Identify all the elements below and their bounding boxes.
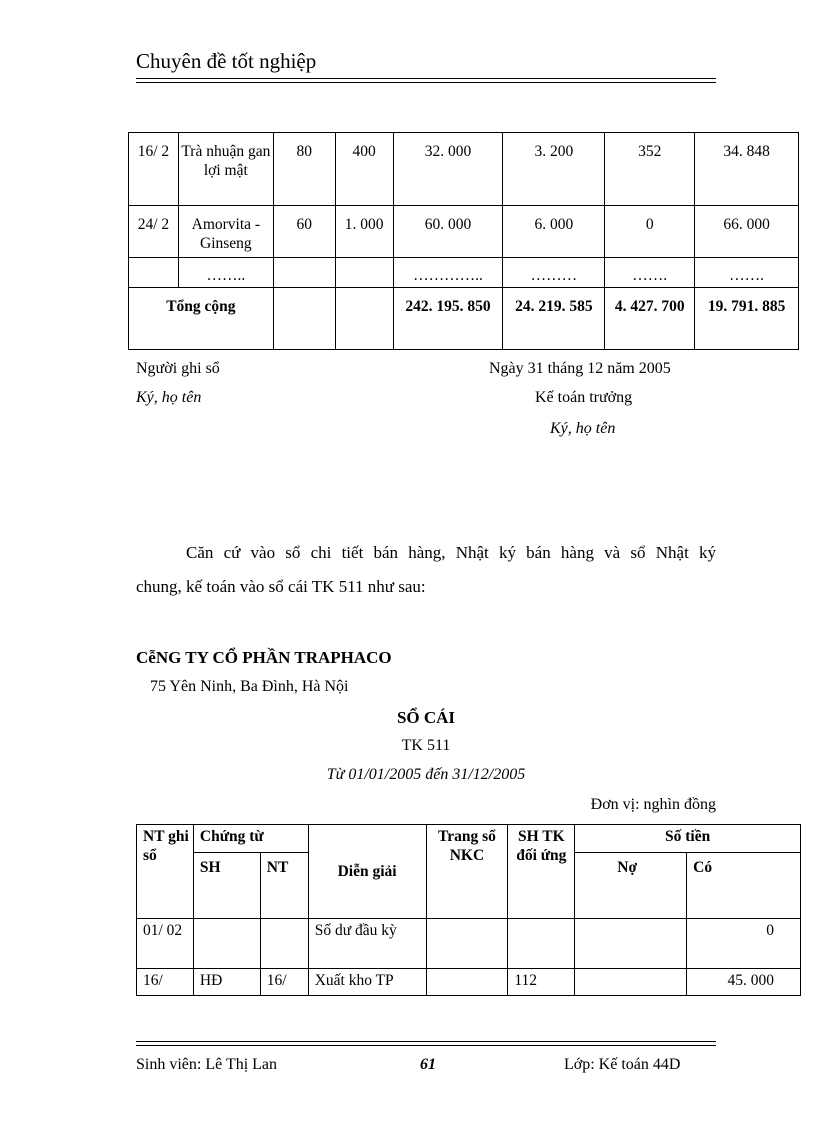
table-row	[137, 919, 801, 969]
dots-discount: …….	[605, 258, 695, 288]
sales-detail-table	[128, 132, 799, 350]
row-total: 34. 848	[695, 133, 799, 206]
dots-amount: …………..	[393, 258, 503, 288]
header-so-tien: Số tiền	[575, 825, 801, 853]
row-page	[426, 969, 508, 996]
row-acc: 112	[508, 969, 575, 996]
chief-accountant-title: Kế toán trưởng	[535, 389, 633, 406]
row-total: 66. 000	[695, 206, 799, 258]
ledger-table	[136, 824, 801, 996]
footer-class: Lớp: Kế toán 44D	[564, 1056, 681, 1073]
chief-accountant-sign-note: Ký, họ tên	[550, 420, 616, 437]
ledger-period: Từ 01/01/2005 đến 31/12/2005	[326, 766, 526, 783]
header-divider	[136, 78, 716, 83]
table-row-dots	[129, 258, 799, 288]
table-row	[137, 969, 801, 996]
header-chung-tu: Chứng từ	[193, 825, 308, 853]
row-co: 45. 000	[687, 969, 801, 996]
paragraph-line-2: chung, kế toán vào sổ cái TK 511 như sau:	[136, 577, 426, 596]
header-sh-tk: SH TK đối ứng	[508, 825, 575, 919]
header-trang-nkc: Trang sổ NKC	[426, 825, 508, 919]
row-sh	[193, 919, 260, 969]
row-discount: 352	[605, 133, 695, 206]
row-sh: HĐ	[193, 969, 260, 996]
footer-student: Sinh viên: Lê Thị Lan	[136, 1056, 278, 1073]
row-amount: 32. 000	[393, 133, 503, 206]
row-acc	[508, 919, 575, 969]
row-nt	[260, 919, 308, 969]
header-title: Chuyên đề tốt nghiệp	[136, 49, 317, 73]
header-co: Có	[687, 853, 801, 919]
paragraph-line-1: Căn cứ vào sổ chi tiết bán hàng, Nhật ký bán hàng và sổ Nhật ký	[186, 543, 716, 562]
row-desc: Xuất kho TP	[308, 969, 426, 996]
header-no: Nợ	[575, 853, 687, 919]
header-sh: SH	[193, 853, 260, 919]
row-date: 16/	[137, 969, 194, 996]
row-date: 24/ 2	[129, 206, 179, 258]
company-name: CễNG TY CỔ PHẦN TRAPHACO	[136, 648, 392, 667]
table-total-row	[129, 288, 799, 350]
row-amount: 60. 000	[393, 206, 503, 258]
recorder-sign-note: Ký, họ tên	[136, 389, 202, 406]
row-price: 1. 000	[335, 206, 393, 258]
ledger-unit: Đơn vị: nghìn đồng	[590, 796, 716, 813]
total-label: Tổng cộng	[129, 288, 274, 350]
row-desc: Số dư đầu kỳ	[308, 919, 426, 969]
table-row	[129, 206, 799, 258]
total-vat: 24. 219. 585	[503, 288, 605, 350]
row-name: Trà nhuận gan lợi mật	[178, 133, 273, 206]
page-number: 61	[420, 1056, 436, 1073]
row-vat: 3. 200	[503, 133, 605, 206]
row-vat: 6. 000	[503, 206, 605, 258]
row-no	[575, 919, 687, 969]
table-row	[129, 133, 799, 206]
recorder-title: Người ghi sổ	[136, 360, 220, 377]
ledger-title: SỔ CÁI	[396, 708, 456, 727]
row-qty: 80	[273, 133, 335, 206]
total-amount: 242. 195. 850	[393, 288, 503, 350]
date-line: Ngày 31 tháng 12 năm 2005	[489, 360, 671, 377]
dots-total: …….	[695, 258, 799, 288]
company-address: 75 Yên Ninh, Ba Đình, Hà Nội	[150, 678, 349, 695]
total-discount: 4. 427. 700	[605, 288, 695, 350]
row-date: 16/ 2	[129, 133, 179, 206]
row-qty: 60	[273, 206, 335, 258]
row-nt: 16/	[260, 969, 308, 996]
row-name: Amorvita - Ginseng	[178, 206, 273, 258]
row-date: 01/ 02	[137, 919, 194, 969]
header-nt-ghi-so: NT ghi sổ	[137, 825, 194, 919]
row-no	[575, 969, 687, 996]
dots-name: ……..	[178, 258, 273, 288]
footer-divider	[136, 1041, 716, 1046]
row-price: 400	[335, 133, 393, 206]
row-co: 0	[687, 919, 801, 969]
row-page	[426, 919, 508, 969]
header-dien-giai: Diễn giải	[308, 825, 426, 919]
total-total: 19. 791. 885	[695, 288, 799, 350]
ledger-account: TK 511	[401, 737, 451, 754]
intro-paragraph	[136, 536, 716, 604]
dots-vat: ………	[503, 258, 605, 288]
row-discount: 0	[605, 206, 695, 258]
header-nt: NT	[260, 853, 308, 919]
